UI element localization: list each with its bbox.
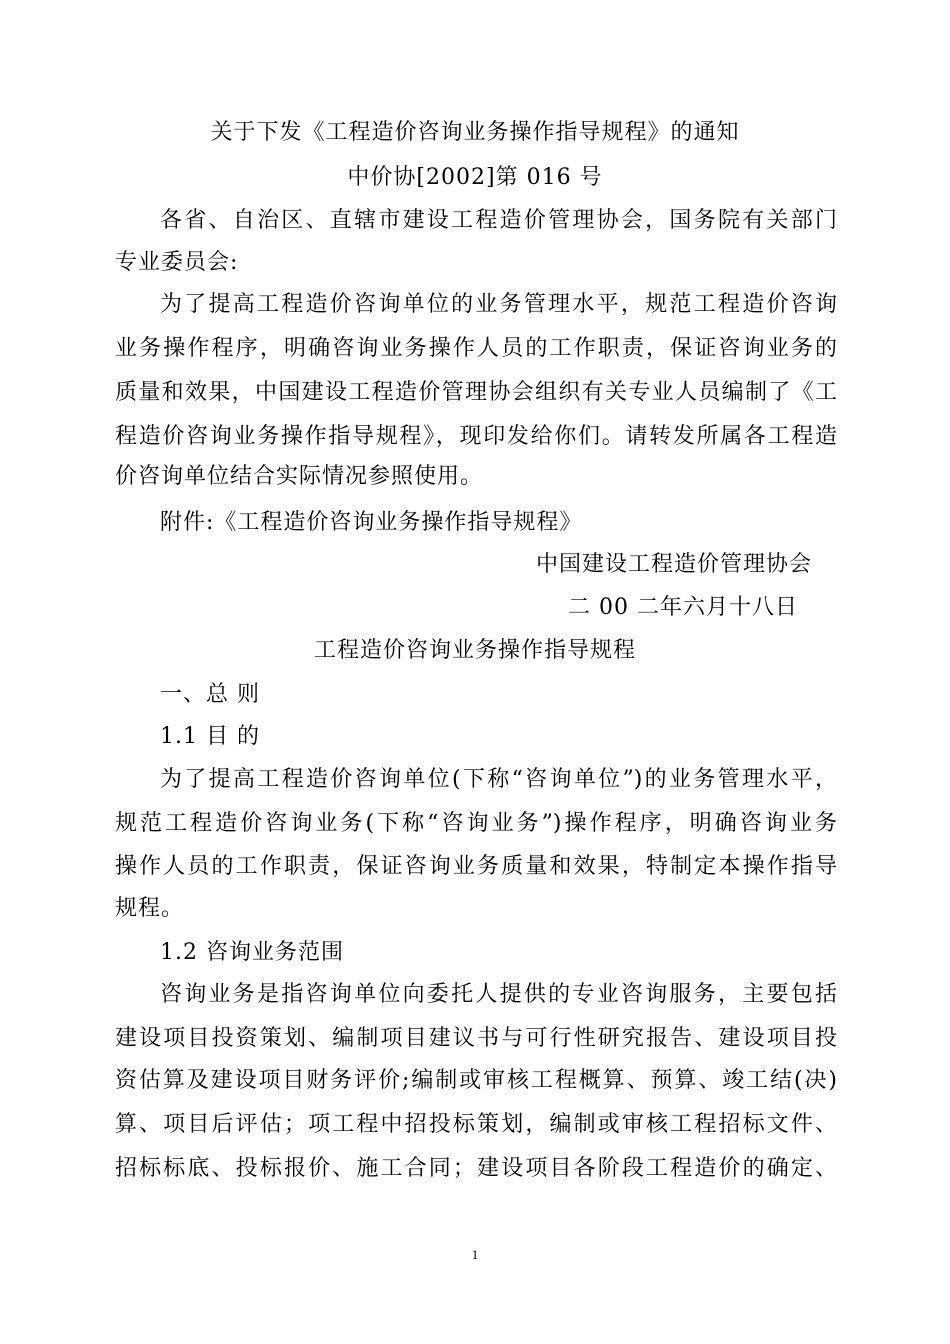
body-line: 规程。: [115, 896, 185, 921]
attachment-line: 附件:《工程造价咨询业务操作指导规程》: [160, 510, 583, 535]
body-line: 操作人员的工作职责，保证咨询业务质量和效果，特制定本操作指导: [115, 854, 837, 879]
notice-title: 关于下发《工程造价咨询业务操作指导规程》的通知: [210, 120, 740, 145]
body-line: 算、项目后评估；项工程中招投标策划，编制或审核工程招标文件、: [115, 1112, 837, 1137]
body-line: 规范工程造价咨询业务(下称“咨询业务”)操作程序，明确咨询业务: [115, 811, 837, 836]
issuer-name: 中国建设工程造价管理协会: [536, 552, 813, 577]
issue-date: 二 00 二年六月十八日: [568, 595, 798, 620]
body-line: 为了提高工程造价咨询单位(下称“咨询单位”)的业务管理水平，: [160, 767, 837, 792]
salutation-line: 各省、自治区、直辖市建设工程造价管理协会，国务院有关部门: [160, 208, 837, 233]
section-heading: 一、总 则: [160, 682, 260, 707]
body-line: 咨询业务是指咨询单位向委托人提供的专业咨询服务，主要包括: [160, 982, 837, 1007]
subsection-heading: 1.2 咨询业务范围: [160, 940, 344, 965]
body-line: 质量和效果，中国建设工程造价管理协会组织有关专业人员编制了《工: [115, 380, 837, 405]
subsection-heading: 1.1 目 的: [160, 724, 260, 749]
body-line: 为了提高工程造价咨询单位的业务管理水平，规范工程造价咨询: [160, 292, 837, 317]
body-line: 程造价咨询业务操作指导规程》，现印发给你们。请转发所属各工程造: [115, 424, 837, 449]
body-line: 业务操作程序，明确咨询业务操作人员的工作职责，保证咨询业务的: [115, 336, 837, 361]
body-line: 建设项目投资策划、编制项目建议书与可行性研究报告、建设项目投: [115, 1026, 837, 1051]
body-line: 资估算及建设项目财务评价;编制或审核工程概算、预算、竣工结(决): [115, 1068, 837, 1093]
body-line: 招标标底、投标报价、施工合同；建设项目各阶段工程造价的确定、: [115, 1156, 837, 1181]
document-number: 中价协[2002]第 016 号: [347, 165, 603, 190]
salutation-line: 专业委员会:: [115, 250, 239, 275]
page-number: 1: [471, 1247, 479, 1262]
body-line: 价咨询单位结合实际情况参照使用。: [115, 464, 484, 489]
regulation-title: 工程造价咨询业务操作指导规程: [313, 638, 636, 663]
